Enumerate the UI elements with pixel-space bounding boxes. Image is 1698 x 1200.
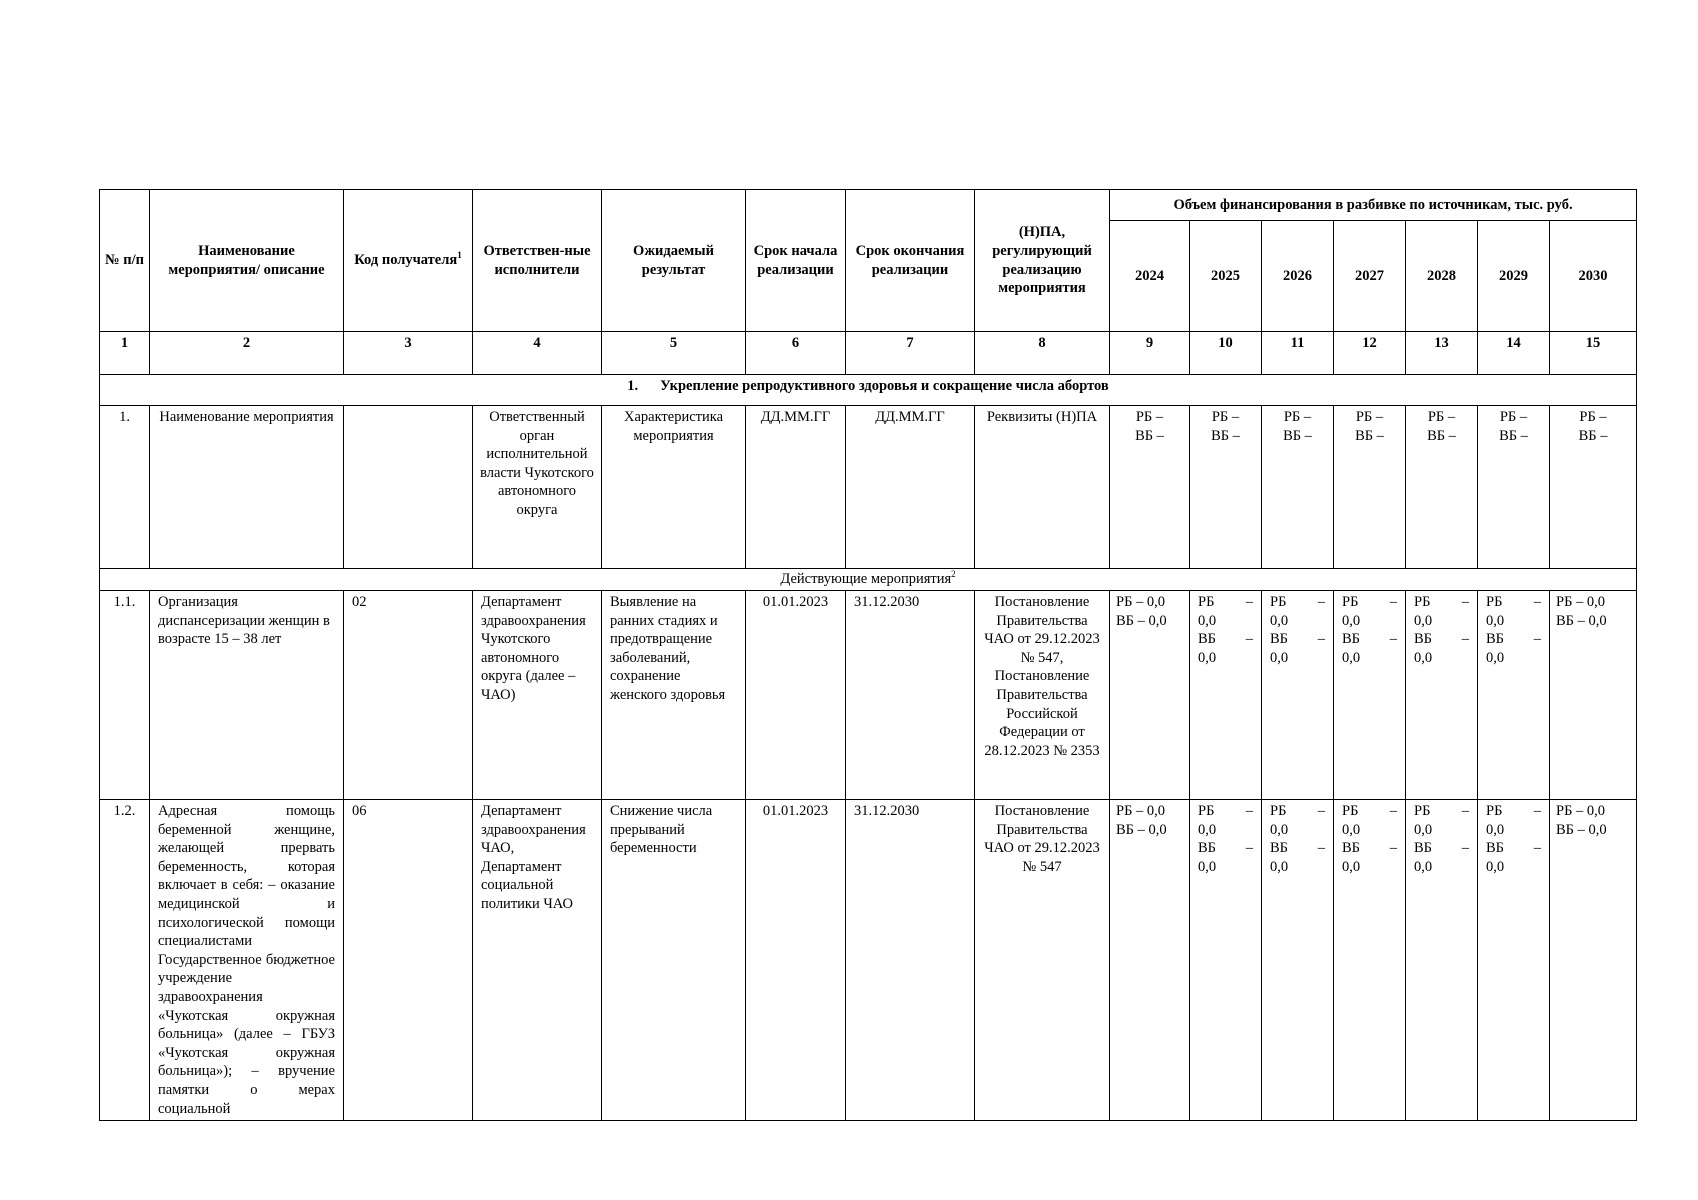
fin-rb: РБ – bbox=[1283, 409, 1312, 425]
fin-rb: РБ – bbox=[1355, 409, 1384, 425]
fin-cell bbox=[1190, 406, 1262, 569]
fin-rb: РБ bbox=[1270, 803, 1287, 819]
column-number: 8 bbox=[975, 332, 1110, 375]
year-header: 2024 bbox=[1110, 221, 1190, 332]
fin-rb: РБ – 0,0 bbox=[1116, 803, 1166, 819]
active-measures-row bbox=[100, 569, 1637, 591]
column-number: 14 bbox=[1478, 332, 1550, 375]
column-number: 11 bbox=[1262, 332, 1334, 375]
row-npa: Постановление Правительства ЧАО от 29.12.2023 № 547, Постановление Правительства Российской Федерации от 28.12.2023 № 2353 bbox=[975, 591, 1110, 800]
year-header: 2027 bbox=[1334, 221, 1406, 332]
year-header: 2028 bbox=[1406, 221, 1478, 332]
row-name: Организация диспансеризации женщин в возрасте 15 – 38 лет bbox=[150, 591, 344, 800]
fin-vb: ВБ bbox=[1486, 631, 1504, 648]
fin-rb: РБ – bbox=[1427, 409, 1456, 425]
fin-cell bbox=[1550, 591, 1637, 800]
col-end-header: Срок окончания реализации bbox=[846, 190, 975, 332]
fin-rb: РБ – bbox=[1579, 409, 1607, 425]
row-code bbox=[344, 406, 473, 569]
fin-vb: ВБ – 0,0 bbox=[1116, 612, 1167, 629]
section-number: 1. bbox=[627, 378, 639, 394]
row-resp: Ответственный орган исполнительной власти Чукотского автономного округа bbox=[473, 406, 602, 569]
row-name: Адресная помощь беременной женщине, желающей прервать беременность, которая включает в себя: – оказание медицинской и психологической помощи специалистами Государственное бюджетное учреждение здравоохранения «Чукотская окружная больница» (далее – ГБУЗ «Чукотская окружная больница»); – вручение памятки о мерах социальной bbox=[150, 800, 344, 1121]
fin-cell: РБ – 0,0 ВБ – 0,0 bbox=[1406, 800, 1478, 1121]
fin-cell: РБ – 0,0 ВБ – 0,0 bbox=[1262, 800, 1334, 1121]
fin-rb: РБ bbox=[1270, 594, 1287, 610]
column-number: 7 bbox=[846, 332, 975, 375]
row-num: 1. bbox=[100, 406, 150, 569]
section-title-text: Укрепление репродуктивного здоровья и сокращение числа абортов bbox=[660, 378, 1109, 394]
fin-vb: ВБ bbox=[1198, 631, 1216, 648]
column-number: 4 bbox=[473, 332, 602, 375]
row-num: 1.2. bbox=[100, 800, 150, 1121]
fin-vb: ВБ bbox=[1486, 840, 1504, 857]
year-header: 2030 bbox=[1550, 221, 1637, 332]
column-number: 9 bbox=[1110, 332, 1190, 375]
fin-cell bbox=[1110, 800, 1190, 1121]
template-row bbox=[100, 406, 1637, 569]
fin-vb: ВБ – bbox=[1499, 427, 1528, 444]
active-measures-label: Действующие мероприятия$^2$ bbox=[100, 569, 1637, 591]
fin-rb: РБ bbox=[1414, 594, 1431, 610]
column-number: 6 bbox=[746, 332, 846, 375]
fin-cell bbox=[1110, 591, 1190, 800]
column-numbers-row bbox=[100, 332, 1637, 375]
fin-rb: РБ bbox=[1198, 594, 1215, 610]
fin-rb: РБ bbox=[1414, 803, 1431, 819]
column-number: 15 bbox=[1550, 332, 1637, 375]
fin-vb: ВБ – bbox=[1578, 427, 1608, 444]
column-number: 13 bbox=[1406, 332, 1478, 375]
year-header: 2026 bbox=[1262, 221, 1334, 332]
col-code-header: Код получателя$^1$ bbox=[344, 190, 473, 332]
fin-cell bbox=[1478, 406, 1550, 569]
fin-rb: РБ bbox=[1486, 803, 1503, 819]
row-result: Снижение числа прерываний беременности bbox=[602, 800, 746, 1121]
fin-cell: РБ – 0,0 ВБ – 0,0 bbox=[1478, 800, 1550, 1121]
measures-table bbox=[99, 189, 1637, 1121]
col-npa-header: (Н)ПА, регулирующий реализацию мероприятия bbox=[975, 190, 1110, 332]
fin-vb: ВБ – bbox=[1427, 427, 1456, 444]
row-start: 01.01.2023 bbox=[746, 591, 846, 800]
section-title bbox=[100, 375, 1637, 406]
fin-rb: РБ – 0,0 bbox=[1556, 594, 1606, 610]
row-name: Наименование мероприятия bbox=[150, 406, 344, 569]
fin-rb: РБ – bbox=[1135, 409, 1164, 425]
col-result-header: Ожидаемый результат bbox=[602, 190, 746, 332]
funding-group-header: Объем финансирования в разбивке по источникам, тыс. руб. bbox=[1110, 190, 1637, 221]
fin-vb: ВБ – bbox=[1135, 427, 1164, 444]
col-resp-header: Ответствен-ные исполнители bbox=[473, 190, 602, 332]
fin-rb: РБ bbox=[1342, 594, 1359, 610]
fin-vb: ВБ – bbox=[1355, 427, 1384, 444]
fin-vb: ВБ – bbox=[1283, 427, 1312, 444]
row-resp: Департамент здравоохранения Чукотского автономного округа (далее – ЧАО) bbox=[473, 591, 602, 800]
fin-vb: ВБ – 0,0 bbox=[1116, 821, 1167, 838]
fin-cell: РБ – 0,0 ВБ – 0,0 bbox=[1478, 591, 1550, 800]
row-num: 1.1. bbox=[100, 591, 150, 800]
row-result: Характеристика мероприятия bbox=[602, 406, 746, 569]
row-npa: Постановление Правительства ЧАО от 29.12.2023 № 547 bbox=[975, 800, 1110, 1121]
fin-cell bbox=[1262, 406, 1334, 569]
col-name-header: Наименование мероприятия/ описание bbox=[150, 190, 344, 332]
fin-cell bbox=[1406, 406, 1478, 569]
row-resp: Департамент здравоохранения ЧАО, Департамент социальной политики ЧАО bbox=[473, 800, 602, 1121]
fin-vb: ВБ bbox=[1414, 840, 1432, 857]
fin-cell: РБ – 0,0 ВБ – 0,0 bbox=[1190, 591, 1262, 800]
year-header: 2025 bbox=[1190, 221, 1262, 332]
fin-cell: РБ – 0,0 ВБ – 0,0 bbox=[1262, 591, 1334, 800]
fin-cell bbox=[1550, 406, 1637, 569]
fin-vb: ВБ bbox=[1342, 840, 1360, 857]
column-number: 1 bbox=[100, 332, 150, 375]
row-start: ДД.ММ.ГГ bbox=[746, 406, 846, 569]
fin-cell bbox=[1550, 800, 1637, 1121]
row-npa: Реквизиты (Н)ПА bbox=[975, 406, 1110, 569]
col-num-header: № п/п bbox=[100, 190, 150, 332]
fin-rb: РБ – bbox=[1211, 409, 1240, 425]
fin-vb: ВБ bbox=[1270, 631, 1288, 648]
col-start-header: Срок начала реализации bbox=[746, 190, 846, 332]
column-number: 5 bbox=[602, 332, 746, 375]
row-end: 31.12.2030 bbox=[846, 800, 975, 1121]
fin-vb: ВБ bbox=[1342, 631, 1360, 648]
column-number: 12 bbox=[1334, 332, 1406, 375]
fin-rb: РБ bbox=[1342, 803, 1359, 819]
column-number: 3 bbox=[344, 332, 473, 375]
row-code: 02 bbox=[344, 591, 473, 800]
column-number: 10 bbox=[1190, 332, 1262, 375]
table-row bbox=[100, 800, 1637, 1121]
fin-rb: РБ – 0,0 bbox=[1556, 803, 1606, 819]
fin-rb: РБ bbox=[1486, 594, 1503, 610]
row-start: 01.01.2023 bbox=[746, 800, 846, 1121]
fin-vb: ВБ – 0,0 bbox=[1556, 612, 1607, 629]
fin-vb: ВБ bbox=[1414, 631, 1432, 648]
fin-cell: РБ – 0,0 ВБ – 0,0 bbox=[1334, 591, 1406, 800]
row-code: 06 bbox=[344, 800, 473, 1121]
fin-vb: ВБ – 0,0 bbox=[1556, 821, 1607, 838]
fin-cell: РБ – 0,0 ВБ – 0,0 bbox=[1190, 800, 1262, 1121]
fin-rb: РБ – 0,0 bbox=[1116, 594, 1166, 610]
section-row bbox=[100, 375, 1637, 406]
row-end: ДД.ММ.ГГ bbox=[846, 406, 975, 569]
fin-cell bbox=[1334, 406, 1406, 569]
fin-rb: РБ – bbox=[1499, 409, 1528, 425]
table-row bbox=[100, 591, 1637, 800]
row-end: 31.12.2030 bbox=[846, 591, 975, 800]
column-number: 2 bbox=[150, 332, 344, 375]
fin-cell: РБ – 0,0 ВБ – 0,0 bbox=[1406, 591, 1478, 800]
year-header: 2029 bbox=[1478, 221, 1550, 332]
fin-vb: ВБ bbox=[1198, 840, 1216, 857]
fin-cell: РБ – 0,0 ВБ – 0,0 bbox=[1334, 800, 1406, 1121]
fin-vb: ВБ bbox=[1270, 840, 1288, 857]
row-result: Выявление на ранних стадиях и предотвращение заболеваний, сохранение женского здоровья bbox=[602, 591, 746, 800]
fin-cell bbox=[1110, 406, 1190, 569]
fin-vb: ВБ – bbox=[1211, 427, 1240, 444]
header-row bbox=[100, 190, 1637, 221]
fin-rb: РБ bbox=[1198, 803, 1215, 819]
